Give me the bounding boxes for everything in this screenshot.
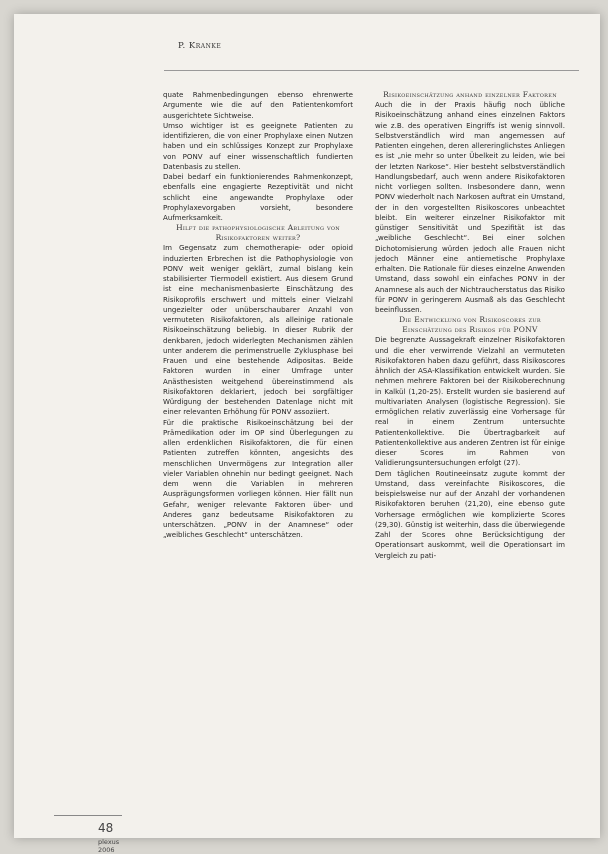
section-heading-single-factors: Risikoeinschätzung anhand einzelner Faktoren <box>383 90 557 99</box>
section-heading-risk-scores: Die Entwicklung von Risikoscores zur Einschätzung des Risikos für PONV <box>399 315 541 335</box>
body-paragraph: Die begrenzte Aussagekraft einzelner Risikofaktoren und die eher verwirrende Vielzahl an vermuteten Risikofaktoren haben dazu geführt, dass Risikoscores ähnlich der ASA-Klassifikation entwickelt wurden. Sie nehmen mehrere Faktoren bei der Risikoberechnung in Kalkül (1,20-25). Erstellt wurden sie basierend auf multivariaten Analysen (logistische Regression). Sie ermöglichen relativ zuverlässig eine Vorhersage für real in einem Zentrum untersuchte Patientenkollektive. Die Übertragbarkeit auf Patientenkollektive aus anderen Zentren ist für einige dieser Scores im Rahmen von Validierungsuntersuchungen erfolgt (27). <box>375 335 565 468</box>
right-column <box>375 90 565 561</box>
body-paragraph: Für die praktische Risikoeinschätzung bei der Prämedikation oder im OP sind Überlegungen zu allen erdenklichen Risikofaktoren, die für einen Patienten zutreffen könnten, angesichts des menschlichen Unvermögens zur Integration aller vieler Variablen ohnehin nur bedingt geeignet. Nach dem wenn die Variablen in mehreren Ausprägungsformen vorliegen können. Hier fällt nun Gefahr, weniger relevante Faktoren über- und Anderes ganz bedeutsame Risikofaktoren zu unterschätzen. „PONV in der Anamnese“ oder „weibliches Geschlecht“ unterschätzen. <box>163 417 353 540</box>
document-page <box>14 14 600 854</box>
running-head: P. Kranke <box>178 41 222 51</box>
left-column <box>163 90 353 541</box>
body-paragraph: Im Gegensatz zum chemotherapie- oder opioid induzierten Erbrechen ist die Pathophysiologie von PONV weit weniger geklärt, zumal bislang kein stabilisierter Tiermodell existiert. Aus diesem Grund ist eine mechanismenbasierte Einschätzung des Risikoprofils erschwert und mittels einer Vielzahl ungezielter oder unüberschaubarer Anzahl von vermuteten Risikofaktoren, als alleinige rationale Risikoeinschätzung beliebig. In dieser Rubrik der denkbaren, jedoch widerlegten Mechanismen zählen unter anderem die perimenstruelle Zyklusphase bei Frauen und eine bestehende Adipositas. Beide Faktoren wurden in einer Umfrage unter Anästhesisten weitgehend übereinstimmend als Risikofaktoren deklariert, jedoch bei sorgfältiger Würdigung der bestehenden Datenlage nicht mit einer relevanten Erhöhung für PONV assoziiert. <box>163 243 353 417</box>
page-number: 48 <box>98 821 114 835</box>
section-heading-pathophysiology: Hilft die pathophysiologische Ableitung von Risikofaktoren weiter? <box>176 223 340 243</box>
journal-year: 2006 <box>98 846 115 854</box>
body-paragraph: Umso wichtiger ist es geeignete Patienten zu identifizieren, die von einer Prophylaxe einen Nutzen haben und ein schlüssiges Konzept zur Prophylaxe von PONV auf einer wissenschaftlich fundierten Datenbasis zu stellen. <box>163 120 353 171</box>
body-paragraph: quate Rahmenbedingungen ebenso ehrenwerte Argumente wie die auf den Patientenkomfort ausgerichtete Sichtweise. <box>163 90 353 120</box>
footer-rule <box>54 815 122 816</box>
body-paragraph: Dabei bedarf ein funktionierendes Rahmenkonzept, ebenfalls eine engagierte Rezeptivität und nicht schlicht eine angewandte Prophylaxe oder Prophylaxevorgaben vorsieht, besondere Aufmerksamkeit. <box>163 172 353 222</box>
body-paragraph: Dem täglichen Routineeinsatz zugute kommt der Umstand, dass vereinfachte Risikoscores, die beispielsweise nur auf der Anzahl der vorhandenen Risikofaktoren beruhen (21,20), eine ebenso gute Vorhersage ermöglichen wie komplizierte Scores (29,30). Günstig ist weiterhin, dass die überwiegende Zahl der Scores ohne Berücksichtigung der Operationsart auskommt, weil die Operationsart im Vergleich zu pati- <box>375 468 565 560</box>
header-rule <box>164 70 579 71</box>
body-paragraph: Auch die in der Praxis häufig noch übliche Risikoeinschätzung anhand eines einzelnen Faktors wie z.B. des operativen Eingriffs ist wenig sinnvoll. Selbstverständlich wird man angemessen auf Patienten eingehen, deren allereringlichstes Anliegen es ist „nie mehr so unter Übelkeit zu leiden, wie bei der letzten Narkose“. Hier besteht selbstverständlich Handlungsbedarf, auch wenn andere Risikofaktoren nicht vorliegen sollten. Insbesondere dann, wenn PONV wiederholt nach Narkosen auftrat ein Umstand, der in den vorgestellten Risikoscores unbeachtet bleibt. Ein weiterer einzelner Risikofaktor mit günstiger Sensitivität und Spezifität ist das „weibliche Geschlecht“. Bei einer solchen Dichotomisierung würden jedoch alle Frauen nicht jedoch Männer eine antiemetische Prophylaxe erhalten. Die Rationale für dieses einzelne Anwenden Umstand, dass sowohl ein einfaches PONV in der Anamnese als auch der Nichtraucherstatus das Risiko für PONV in geringerem Ausmaß als das Geschlecht beeinflussen. <box>375 100 565 314</box>
journal-info <box>98 838 119 854</box>
journal-name: plexus <box>98 838 120 846</box>
